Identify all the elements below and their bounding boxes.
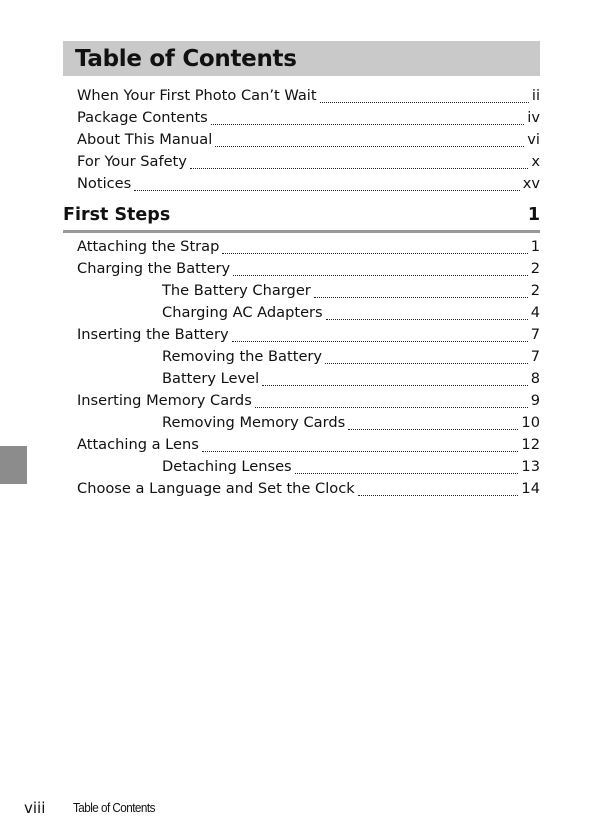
toc-entry-page: xv [522, 175, 540, 192]
toc-subentry[interactable] [77, 280, 540, 302]
dot-leader [215, 146, 524, 147]
dot-leader [211, 124, 525, 125]
dot-leader [325, 363, 528, 364]
toc-entry[interactable] [77, 151, 540, 173]
toc-entry-page: 1 [530, 238, 540, 255]
toc-entry[interactable] [77, 324, 540, 346]
dot-leader [255, 407, 528, 408]
toc-entry-label: For Your Safety [77, 153, 187, 170]
footer-running-title: Table of Contents [73, 800, 155, 815]
toc-entry-page: 2 [530, 282, 540, 299]
toc-entry-label: About This Manual [77, 131, 213, 148]
toc-entry[interactable] [77, 129, 540, 151]
toc-entry-page: 10 [521, 414, 540, 431]
toc-subentry[interactable] [77, 456, 540, 478]
toc-entry-label: Removing Memory Cards [162, 414, 346, 431]
section-heading[interactable] [63, 201, 540, 229]
toc-entry-page: 4 [530, 304, 540, 321]
toc-entry-label: Choose a Language and Set the Clock [77, 480, 355, 497]
dot-leader [320, 102, 529, 103]
section-title: First Steps [63, 205, 171, 225]
dot-leader [222, 253, 527, 254]
toc-entry-page: 14 [521, 480, 540, 497]
chapter-thumb-tab [0, 446, 27, 484]
toc-subentry[interactable] [77, 346, 540, 368]
toc-entry-label: Package Contents [77, 109, 208, 126]
dot-leader [358, 495, 519, 496]
toc-entry-page: 2 [530, 260, 540, 277]
toc-entry-page: x [531, 153, 540, 170]
toc-entry[interactable] [77, 236, 540, 258]
toc-title-bar [63, 41, 540, 76]
toc-entry[interactable] [77, 478, 540, 500]
toc-entry-label: Notices [77, 175, 132, 192]
toc-entry[interactable] [77, 258, 540, 280]
toc-entry-page: ii [531, 87, 540, 104]
toc-entry-page: 7 [530, 326, 540, 343]
toc-entry-page: 7 [530, 348, 540, 365]
dot-leader [348, 429, 518, 430]
toc-entry[interactable] [77, 85, 540, 107]
dot-leader [134, 190, 519, 191]
toc-entry-label: Charging the Battery [77, 260, 231, 277]
toc-entry[interactable] [77, 173, 540, 195]
dot-leader [232, 341, 528, 342]
toc-entry[interactable] [77, 390, 540, 412]
toc-entry-label: Detaching Lenses [162, 458, 292, 475]
toc-entry-label: Attaching a Lens [77, 436, 199, 453]
toc-entry-page: 8 [530, 370, 540, 387]
toc-entry-label: Battery Level [162, 370, 260, 387]
toc-entry[interactable] [77, 107, 540, 129]
toc-entry-page: vi [527, 131, 540, 148]
dot-leader [295, 473, 519, 474]
dot-leader [202, 451, 519, 452]
section-page: 1 [527, 205, 540, 225]
toc-entry-page: 12 [521, 436, 540, 453]
dot-leader [233, 275, 528, 276]
toc-entry-label: Removing the Battery [162, 348, 323, 365]
toc-entry-label: The Battery Charger [162, 282, 311, 299]
toc-subentry[interactable] [77, 368, 540, 390]
footer-page-number: viii [24, 799, 46, 817]
toc-entry-page: iv [527, 109, 540, 126]
toc-entry-page: 9 [530, 392, 540, 409]
toc-subentry[interactable] [77, 302, 540, 324]
toc-entry[interactable] [77, 434, 540, 456]
toc-entry-label: Inserting Memory Cards [77, 392, 252, 409]
toc-entry-label: When Your First Photo Can’t Wait [77, 87, 317, 104]
dot-leader [326, 319, 528, 320]
toc-entry-label: Charging AC Adapters [162, 304, 323, 321]
dot-leader [190, 168, 528, 169]
toc-subentry[interactable] [77, 412, 540, 434]
page-title: Table of Contents [75, 45, 297, 72]
dot-leader [314, 297, 528, 298]
toc-entry-page: 13 [521, 458, 540, 475]
toc-entry-label: Inserting the Battery [77, 326, 229, 343]
dot-leader [262, 385, 528, 386]
section-divider [63, 230, 540, 233]
toc-entry-label: Attaching the Strap [77, 238, 220, 255]
